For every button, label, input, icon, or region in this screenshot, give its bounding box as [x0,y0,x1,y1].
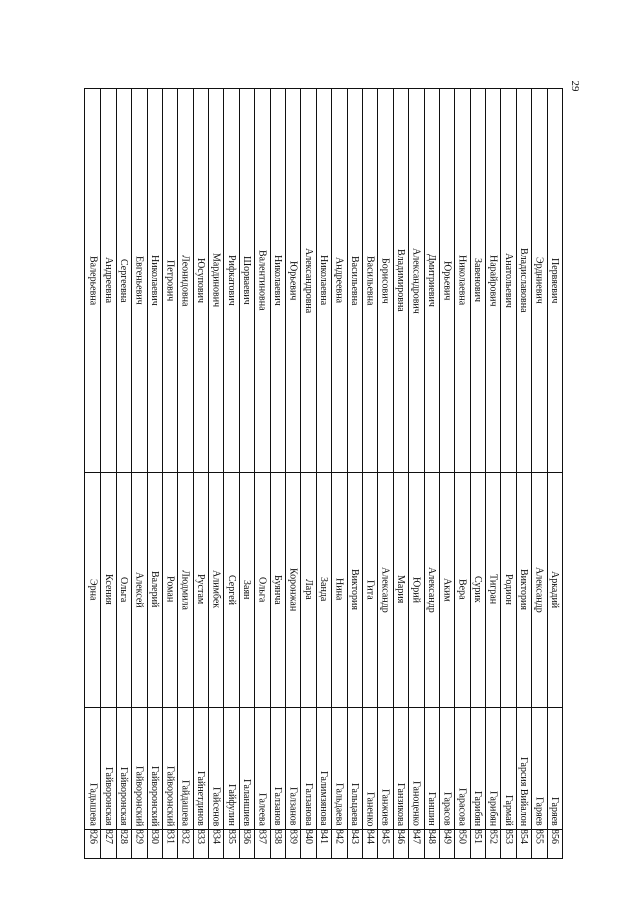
table-row [547,89,562,858]
first-name: Алимбек [210,570,222,609]
row-number: 839 [287,829,299,844]
patronymic: Первяевич [548,257,560,304]
first-name: Занда [318,577,330,602]
first-name: Александр [425,566,437,613]
patronymic: Николаевич [148,255,160,306]
last-name: Гайворонский [148,765,160,826]
table-row [223,89,238,858]
table-row [177,89,192,858]
row-number: 826 [87,829,99,844]
last-name: Гаряев [533,797,545,826]
row-number: 835 [225,829,237,844]
row-number: 841 [318,829,330,844]
row-number: 852 [487,829,499,844]
patronymic: Борисович [379,257,391,304]
row-number: 845 [379,829,391,844]
last-name: Гальцаева [348,783,360,826]
first-name: Виктория [348,569,360,610]
table-row [285,89,300,858]
patronymic: Завенович [472,258,484,303]
first-name: Рустам [195,574,207,605]
last-name: Гайсенов [210,786,222,826]
row-number: 827 [102,829,114,844]
first-name: Буянча [272,574,284,605]
first-name: Виктория [518,569,530,610]
patronymic: Васильевна [364,255,376,306]
row-number: 856 [548,829,560,844]
row-number: 828 [118,829,130,844]
last-name: Гармай [502,795,514,826]
first-name: Роман [164,576,176,603]
table-row [531,89,546,858]
table-row [100,89,115,858]
patronymic: Леонидовна [179,254,191,307]
table-row [500,89,515,858]
last-name: Гарасова [456,788,468,826]
first-name: Коронжан [287,567,299,612]
patronymic: Васильевна [348,255,360,306]
last-name: Гайворонская [118,767,130,826]
row-number: 840 [302,829,314,844]
last-name: Гайворонская [102,767,114,826]
patronymic: Эрдниевич [533,257,545,304]
patronymic: Валентиновна [256,250,268,311]
last-name: Гайнетдинов [195,771,207,826]
row-number: 855 [533,829,545,844]
row-number: 834 [210,829,222,844]
last-name: Гарибян [487,790,499,826]
table-row [147,89,162,858]
patronymic: Анатольевич [502,253,514,308]
last-name: Ганенко [364,791,376,826]
table-row [331,89,346,858]
page-number: 29 [569,80,581,92]
first-name: Нина [333,578,345,601]
first-name: Юрий [410,576,422,603]
last-name: Гайворонский [164,765,176,826]
last-name: Ганшин [425,792,437,826]
last-name: Галзанов [272,787,284,826]
row-number: 831 [164,829,176,844]
patronymic: Мардинович [210,253,222,308]
table-row [300,89,315,858]
patronymic: Александровна [302,247,314,314]
row-number: 830 [148,829,160,844]
table-row [362,89,377,858]
last-name: Гарсия Вийалон [518,756,530,826]
table-row [393,89,408,858]
patronymic: Владиславовна [518,248,530,313]
first-name: Александр [379,566,391,613]
last-name: Гайдашева [179,779,191,826]
first-name: Александр [533,566,545,613]
row-number: 842 [333,829,345,844]
row-number: 848 [425,829,437,844]
registry-table [84,88,563,859]
patronymic: Петрович [164,259,176,302]
patronymic: Шорваевич [241,256,253,305]
first-name: Людмила [179,569,191,610]
patronymic: Николаевна [318,255,330,306]
last-name: Ганоценко [410,781,422,826]
table-row [347,89,362,858]
row-number: 843 [348,829,360,844]
row-number: 844 [364,829,376,844]
first-name: Лара [302,579,314,600]
first-name: Сергей [225,574,237,605]
row-number: 854 [518,829,530,844]
row-number: 853 [502,829,514,844]
first-name: Заян [241,579,253,600]
last-name: Гальдаева [333,783,345,826]
last-name: Гадышева [87,783,99,826]
patronymic: Александрович [410,247,422,314]
patronymic: Рифкатович [225,255,237,306]
last-name: Гарасов [441,792,453,826]
last-name: Галимзянова [318,771,330,826]
row-number: 849 [441,829,453,844]
first-name: Мария [395,575,407,604]
patronymic: Юсупович [195,257,207,304]
first-name: Аркадий [548,570,560,609]
last-name: Галаншиев [241,778,253,826]
patronymic: Николаевна [456,255,468,306]
last-name: Гаряев [548,797,560,826]
table-row [424,89,439,858]
patronymic: Юрьевич [441,260,453,301]
first-name: Ольга [118,576,130,603]
table-row [485,89,500,858]
table-row [193,89,208,858]
first-name: Валерий [148,571,160,608]
first-name: Ксения [102,574,114,605]
first-name: Эрна [87,578,99,601]
last-name: Галзанова [302,783,314,826]
table-row [116,89,131,858]
first-name: Ольга [256,576,268,603]
patronymic: Юрьевич [287,260,299,301]
table-row [408,89,423,858]
row-number: 850 [456,829,468,844]
table-row [254,89,269,858]
row-number: 847 [410,829,422,844]
table-row [470,89,485,858]
patronymic: Евгеньевич [133,256,145,305]
first-name: Родион [502,574,514,605]
table-row [239,89,254,858]
table-row [208,89,223,858]
row-number: 833 [195,829,207,844]
first-name: Алексей [133,571,145,608]
table-row [316,89,331,858]
table-row [162,89,177,858]
table-row [85,89,100,858]
last-name: Гарибян [472,790,484,826]
patronymic: Нарайрович [487,254,499,307]
patronymic: Валерьевна [87,255,99,306]
first-name: Аким [441,577,453,602]
patronymic: Сергеевна [118,258,130,303]
patronymic: Дмитриевич [425,254,437,307]
patronymic: Николаевич [272,255,284,306]
last-name: Ганзикова [395,782,407,826]
row-number: 846 [395,829,407,844]
first-name: Вера [456,579,468,600]
row-number: 837 [256,829,268,844]
first-name: Тигран [487,574,499,605]
table-row [377,89,392,858]
patronymic: Владимировна [395,249,407,312]
last-name: Гайворонский [133,765,145,826]
table-row [270,89,285,858]
table-row [454,89,469,858]
table-row [439,89,454,858]
last-name: Гайфулин [225,784,237,826]
row-number: 832 [179,829,191,844]
row-number: 829 [133,829,145,844]
first-name: Сурик [472,576,484,603]
row-number: 851 [472,829,484,844]
last-name: Галеева [256,793,268,826]
row-number: 836 [241,829,253,844]
table-row [131,89,146,858]
patronymic: Андреевна [102,257,114,304]
last-name: Ганжиев [379,789,391,826]
patronymic: Андреевна [333,257,345,304]
row-number: 838 [272,829,284,844]
last-name: Галзанов [287,787,299,826]
table-row [516,89,531,858]
first-name: Гита [364,579,376,600]
